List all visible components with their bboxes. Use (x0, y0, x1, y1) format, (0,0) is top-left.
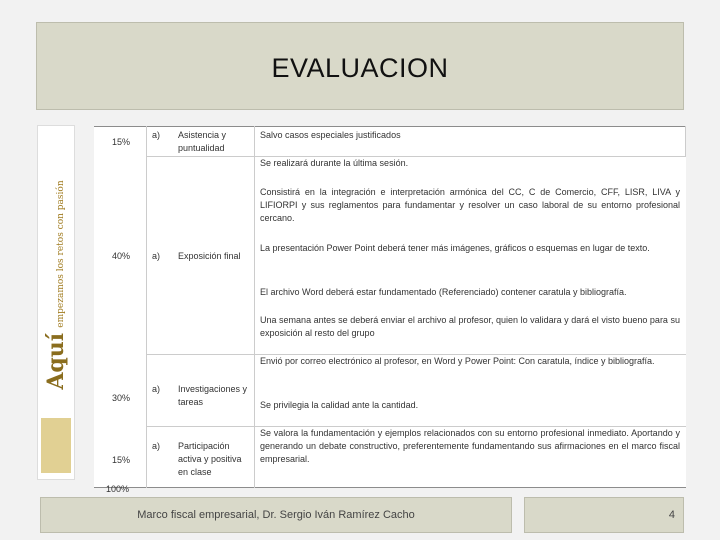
concept-cell: Asistencia y puntualidad (178, 130, 227, 153)
detail-cell: Salvo casos especiales justificados (260, 130, 401, 140)
concept-cell: Investigaciones y tareas (178, 384, 248, 407)
detail-cell: Se privilegia la calidad ante la cantidad. (260, 400, 419, 410)
percent-cell: 15% (112, 455, 131, 465)
percent-cell: 30% (112, 393, 131, 403)
table-border-top (94, 126, 686, 127)
title-banner (36, 22, 684, 110)
concept-cell: Exposición final (178, 251, 241, 261)
total-cell: 100% (106, 484, 130, 494)
concept-cell: Participación activa y positiva en clase (178, 441, 242, 477)
banner-text (43, 180, 69, 389)
detail-cell: La presentación Power Point deberá tener más imágenes, gráficos o esquemas en lugar de texto. (260, 243, 650, 253)
letter-cell: a) (152, 384, 161, 394)
logo-icon (41, 418, 71, 473)
percent-cell: 40% (112, 251, 131, 261)
detail-cell: El archivo Word deberá estar fundamentado (Referenciado) contener caratula y bibliografía. (260, 287, 627, 297)
detail-cell: Una semana antes se deberá enviar el archivo al profesor, quien lo validara y dará el visto bueno para su exposición al resto del grupo (260, 315, 680, 338)
page-title: EVALUACION (271, 53, 449, 83)
row-divider (146, 156, 254, 157)
col-divider (254, 126, 255, 488)
detail-cell: Se realizará durante la última sesión. (260, 158, 409, 168)
footer-page-number (524, 497, 684, 533)
evaluation-table (94, 126, 686, 494)
footer-author-text: Marco fiscal empresarial, Dr. Sergio Iván Ramírez Cacho (137, 509, 415, 521)
col-divider (685, 126, 686, 156)
letter-cell: a) (152, 251, 161, 261)
banner-main-text: Aquí (43, 332, 69, 390)
letter-cell: a) (152, 441, 161, 451)
footer-author (40, 497, 512, 533)
detail-cell: Consistirá en la integración e interpretación armónica del CC, C de Comercio, CFF, LISR, LIVA y LIFIORPI y sus reglamentos para fundamentar y resolver un caso laboral de su entorno profesional cercano. (260, 187, 680, 223)
banner-sub-text: empezamos los retos con pasión (56, 180, 66, 328)
side-banner-image (37, 125, 75, 480)
letter-cell: a) (152, 130, 161, 140)
percent-cell: 15% (112, 137, 131, 147)
detail-cell: Se valora la fundamentación y ejemplos relacionados con su entorno profesional inmediato. Aportando y generando un debate constructivo, preferentemente fundamentando sus afirmaciones en el marco fiscal empresarial. (260, 428, 680, 464)
col-divider (146, 126, 147, 488)
page-number-text: 4 (668, 509, 675, 521)
detail-cell: Envió por correo electrónico al profesor, en Word y Power Point: Con caratula, índice y bibliografía. (260, 356, 655, 366)
table-border-bottom (94, 487, 686, 488)
